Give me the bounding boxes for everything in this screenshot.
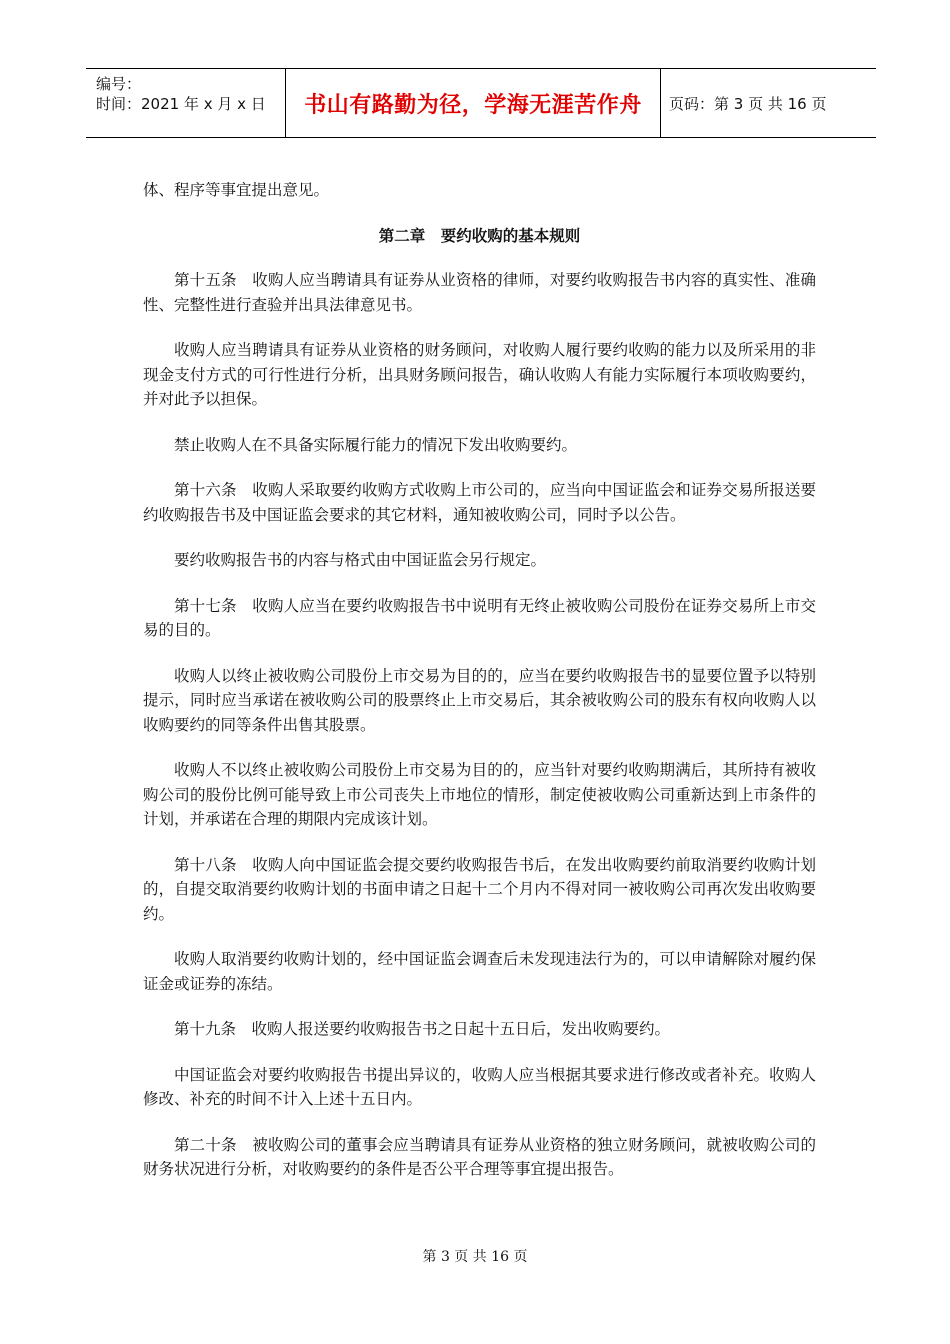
paragraph: 禁止收购人在不具备实际履行能力的情况下发出收购要约。 [174,435,578,454]
page-footer: 第 3 页 共 16 页 [422,1249,528,1265]
document-body [143,178,816,1203]
header-motto: 书山有路勤为径，学海无涯苦作舟 [286,69,661,137]
document-time: 时间：2021 年 x 月 x 日 [96,95,266,113]
chapter-title: 第二章 要约收购的基本规则 [378,226,581,245]
paragraph: 收购人不以终止被收购公司股份上市交易为目的的，应当针对要约收购期满后，其所持有被收购公司的股份比例可能导致上市公司丧失上市地位的情形，制定使被收购公司重新达到上市条件的计划，并承诺在合理的期限内完成该计划。 [143,761,816,828]
paragraph: 第十六条 收购人采取要约收购方式收购上市公司的，应当向中国证监会和证券交易所报送要约收购报告书及中国证监会要求的其它材料，通知被收购公司，同时予以公告。 [143,481,816,524]
paragraph: 第十七条 收购人应当在要约收购报告书中说明有无终止被收购公司股份在证券交易所上市交易的目的。 [143,596,816,639]
paragraph: 中国证监会对要约收购报告书提出异议的，收购人应当根据其要求进行修改或者补充。收购人修改、补充的时间不计入上述十五日内。 [143,1065,816,1108]
paragraph: 收购人取消要约收购计划的，经中国证监会调查后未发现违法行为的，可以申请解除对履约保证金或证券的冻结。 [143,950,816,993]
header-meta [86,69,286,137]
paragraph: 第十九条 收购人报送要约收购报告书之日起十五日后，发出收购要约。 [174,1020,671,1038]
document-number: 编号： [96,75,142,93]
paragraph: 体、程序等事宜提出意见。 [143,181,330,199]
paragraph: 要约收购报告书的内容与格式由中国证监会另行规定。 [174,551,547,569]
header-page-info: 页码：第 3 页 共 16 页 [669,94,827,113]
paragraph: 第十五条 收购人应当聘请具有证券从业资格的律师，对要约收购报告书内容的真实性、准确性、完整性进行查验并出具法律意见书。 [143,271,816,314]
paragraph: 收购人应当聘请具有证券从业资格的财务顾问，对收购人履行要约收购的能力以及所采用的非现金支付方式的可行性进行分析，出具财务顾问报告，确认收购人有能力实际履行本项收购要约，并对此予以担保。 [143,341,816,408]
paragraph: 第二十条 被收购公司的董事会应当聘请具有证券从业资格的独立财务顾问，就被收购公司的财务状况进行分析，对收购要约的条件是否公平合理等事宜提出报告。 [143,1135,816,1178]
page-header [86,68,876,138]
paragraph: 收购人以终止被收购公司股份上市交易为目的的，应当在要约收购报告书的显要位置予以特别提示，同时应当承诺在被收购公司的股票终止上市交易后，其余被收购公司的股东有权向收购人以收购要约的同等条件出售其股票。 [143,666,816,734]
paragraph: 第十八条 收购人向中国证监会提交要约收购报告书后，在发出收购要约前取消要约收购计划的，自提交取消要约收购计划的书面申请之日起十二个月内不得对同一被收购公司再次发出收购要约。 [143,855,816,923]
